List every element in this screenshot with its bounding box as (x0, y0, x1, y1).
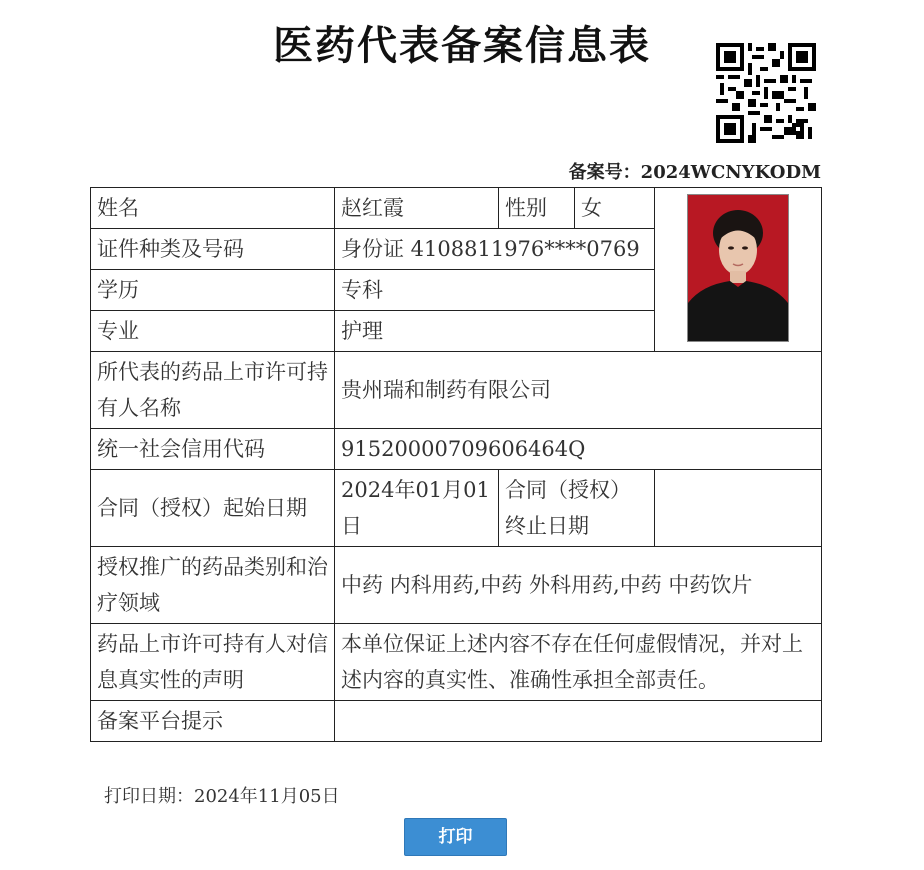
qr-code-icon (716, 43, 816, 143)
name-value: 赵红霞 (335, 188, 499, 229)
major-value: 护理 (335, 311, 655, 352)
print-date-value: 2024年11月05日 (194, 786, 340, 807)
contract-end-value (655, 470, 822, 547)
declaration-value: 本单位保证上述内容不存在任何虚假情况，并对上述内容的真实性、准确性承担全部责任。 (335, 624, 822, 701)
page-title: 医药代表备案信息表 (273, 22, 651, 69)
holder-label: 所代表的药品上市许可持有人名称 (91, 352, 335, 429)
print-button[interactable]: 打印 (404, 818, 507, 856)
holder-value: 贵州瑞和制药有限公司 (335, 352, 822, 429)
portrait-image (688, 195, 788, 341)
platform-tip-label: 备案平台提示 (91, 701, 335, 742)
platform-tip-value (335, 701, 822, 742)
credit-code-value: 91520000709606464Q (335, 429, 822, 470)
contract-start-label: 合同（授权）起始日期 (91, 470, 335, 547)
contract-start-value: 2024年01月01日 (335, 470, 499, 547)
declaration-label: 药品上市许可持有人对信息真实性的声明 (91, 624, 335, 701)
print-date-label: 打印日期： (104, 786, 194, 807)
category-value: 中药 内科用药,中药 外科用药,中药 中药饮片 (335, 547, 822, 624)
record-number-value: 2024WCNYKODM (640, 162, 821, 183)
category-label: 授权推广的药品类别和治疗领域 (91, 547, 335, 624)
major-label: 专业 (91, 311, 335, 352)
id-label: 证件种类及号码 (91, 229, 335, 270)
name-label: 姓名 (91, 188, 335, 229)
gender-value: 女 (575, 188, 655, 229)
gender-label: 性别 (499, 188, 575, 229)
record-number (569, 158, 821, 184)
photo-cell (655, 188, 822, 352)
info-table (90, 187, 822, 742)
credit-code-label: 统一社会信用代码 (91, 429, 335, 470)
contract-end-label: 合同（授权）终止日期 (499, 470, 655, 547)
id-value: 身份证 4108811976****0769 (335, 229, 655, 270)
print-date (104, 782, 340, 808)
education-value: 专科 (335, 270, 655, 311)
id-photo (687, 194, 789, 342)
education-label: 学历 (91, 270, 335, 311)
record-number-label: 备案号： (568, 162, 641, 183)
